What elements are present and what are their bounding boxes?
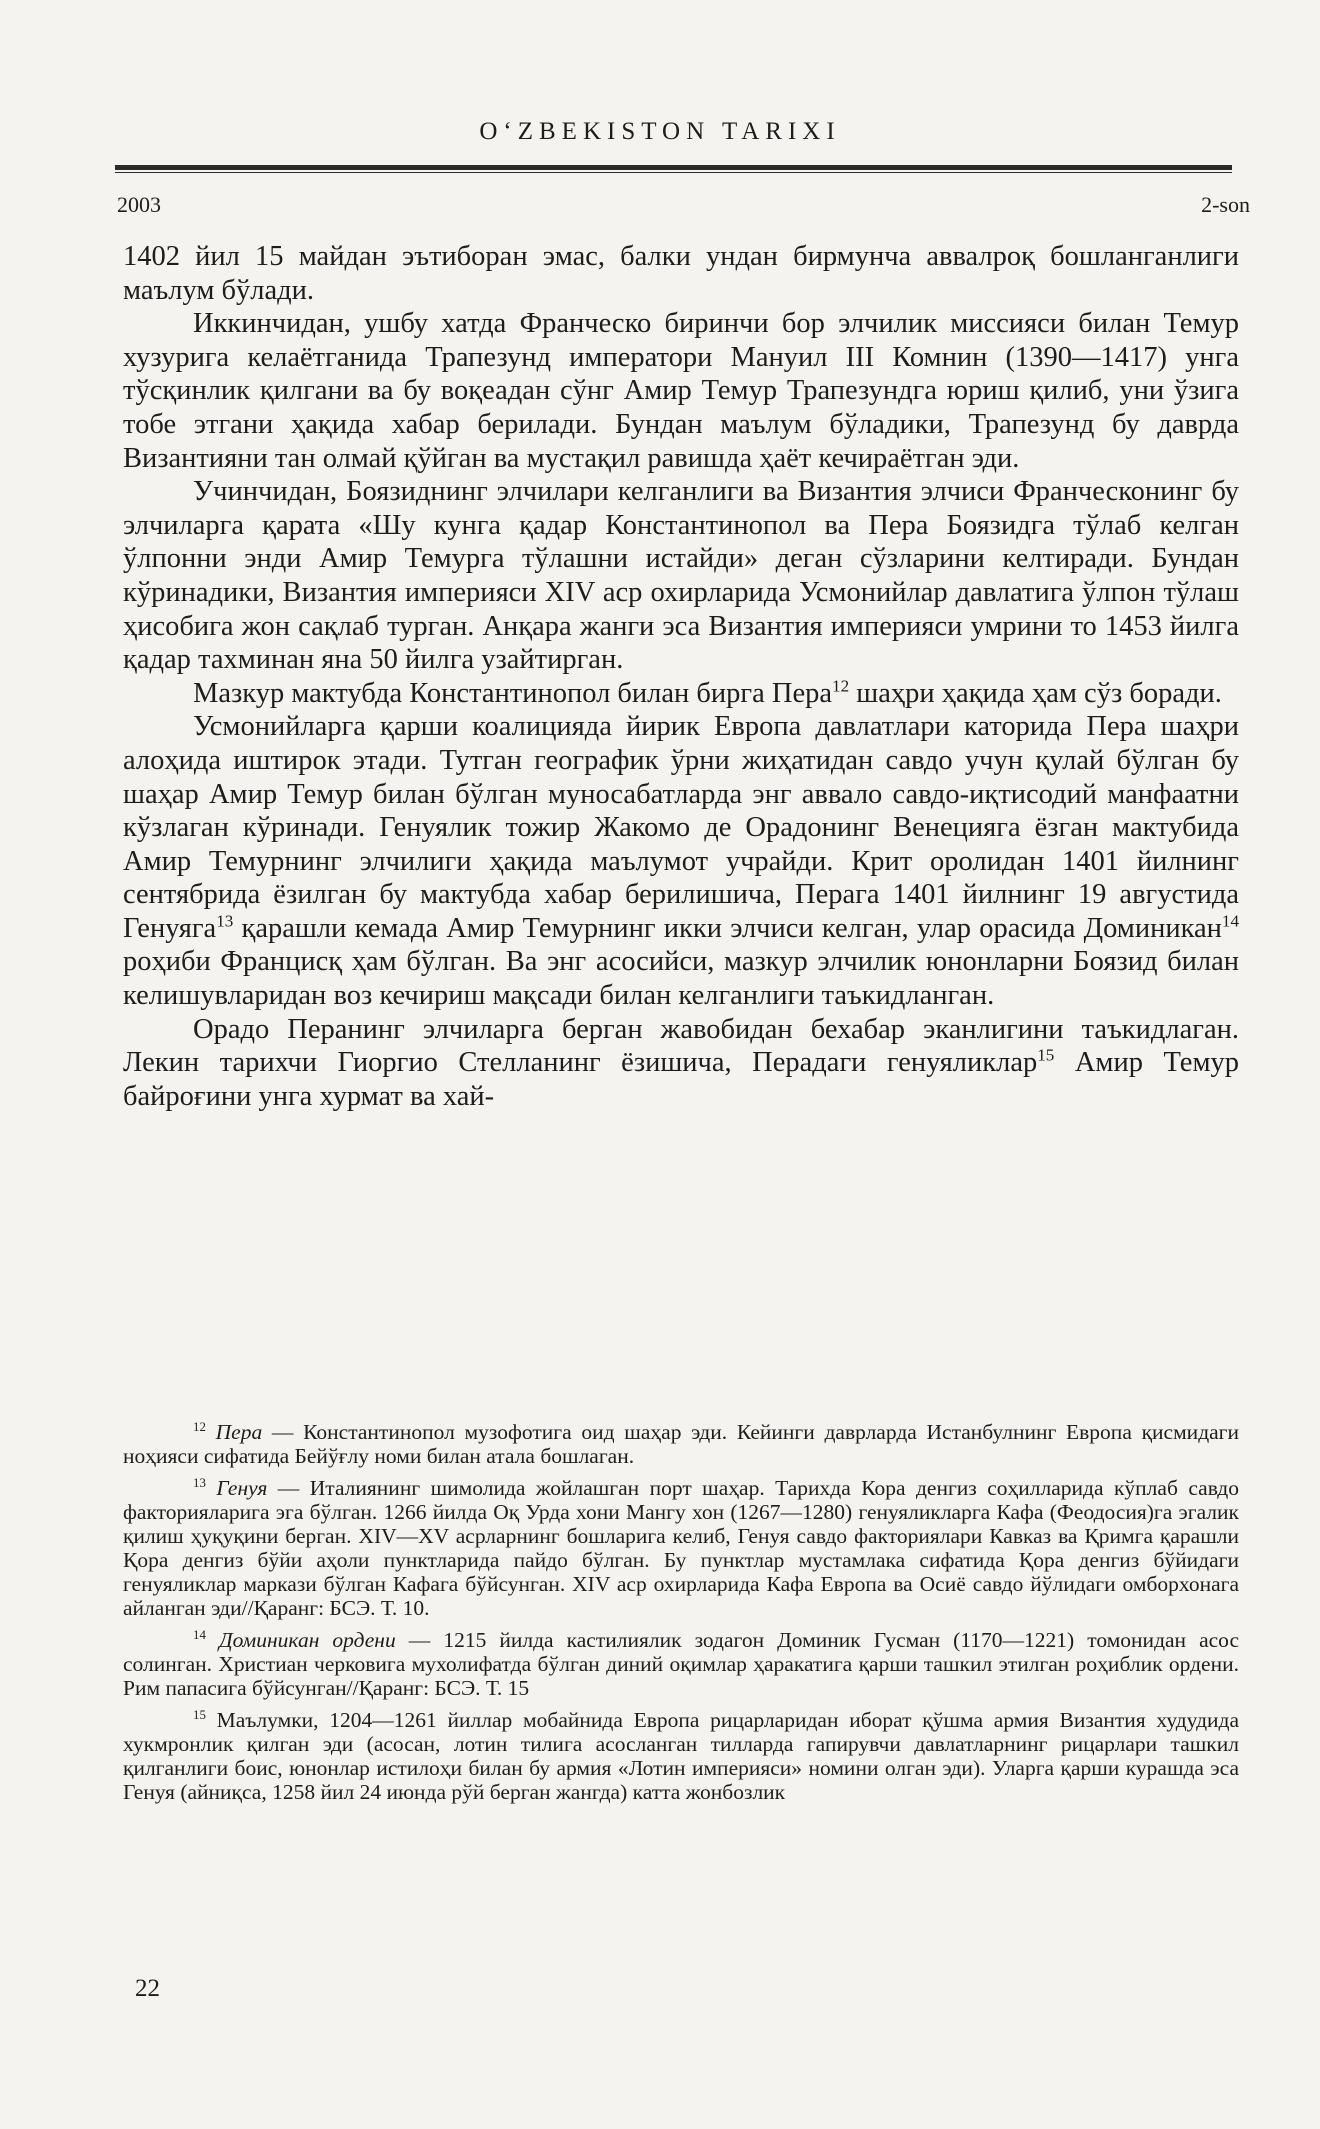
paragraph-4-text-a: Мазкур мактубда Константинопол билан бирга Пера [193,677,833,709]
journal-title: O‘ZBEKISTON TARIXI [479,118,841,145]
footnote-15 [123,1708,1239,1804]
footnote-number: 15 [193,1707,206,1722]
paragraph-6 [123,1013,1239,1114]
paragraph-4-text-b: шаҳри ҳақида ҳам сўз боради. [849,677,1222,709]
footnote-13 [123,1476,1239,1620]
issue-year: 2003 [117,192,161,217]
page-number: 22 [135,1975,160,2002]
footnote-ref-13: 13 [216,911,234,931]
footnote-number: 14 [193,1627,206,1642]
paragraph-5-text-a: Усмонийларга қарши коалицияда йирик Европа давлатлари каторида Пера шаҳри алоҳида иштирок этади. Тутган географик ўрни жиҳатидан савдо учун қулай бўлган бу шаҳар Амир Темур билан бўлган муносабатларда энг аввало савдо-иқтисодий манфаатни кўзлаган кўринади. Генуялик тожир Жакомо де Орадонинг Венецияга ёзган мактубида Амир Темурнинг элчилиги ҳақида маълумот учрайди. Крит оролидан 1401 йилнинг сентябрида ёзилган бу мактубда хабар берилишича, Перага 1401 йилнинг 19 августида Генуяга [123,711,1239,944]
footnote-ref-14: 14 [1221,911,1239,931]
footnote-number: 12 [193,1419,206,1434]
footnote-14 [123,1628,1239,1700]
paragraph-6-text-a: Орадо Перанинг элчиларга берган жавобидан бехабар эканлигини таъкидлаган. Лекин тарихчи Гиоргио Стелланинг ёзишича, Перадаги генуяликлар [123,1013,1239,1079]
footnote-text: — Константинопол музофотига оид шаҳар эди. Кейинги даврларда Истанбулнинг Европа қисмидаги ноҳияси сифатида Бейўғлу номи билан атала бошлаган. [123,1420,1239,1468]
footnote-term: Доминикан ордени [218,1628,396,1652]
header-rule-thin [115,172,1232,173]
footnotes [123,1420,1239,1812]
footnote-number: 13 [193,1475,206,1490]
paragraph-5 [123,710,1239,1012]
paragraph-5-text-b: қарашли кемада Амир Темурнинг икки элчиси келган, улар орасида Доминикан [233,912,1222,944]
footnote-text: — 1215 йилда кастилиялик зодагон Доминик Гусман (1170—1221) томонидан асос солинган. Христиан черковига мухолифатда бўлган диний оқимлар ҳаракатига қарши ташкил этилган роҳиблик ордени. Рим папасига бўйсунган//Қаранг: БСЭ. Т. 15 [123,1628,1240,1700]
footnote-ref-15: 15 [1037,1045,1055,1065]
footnote-ref-12: 12 [832,676,850,696]
paragraph-2: Иккинчидан, ушбу хатда Франческо биринчи бор элчилик миссияси билан Темур хузурига келаётганида Трапезунд императори Мануил III Комнин (1390—1417) унга тўсқинлик қилгани ва бу воқеадан сўнг Амир Темур Трапезундга юриш қилиб, уни ўзига тобе этгани ҳақида хабар берилади. Бундан маълум бўладики, Трапезунд бу даврда Византияни тан олмай қўйган ва мустақил равишда ҳаёт кечираётган эди. [123,308,1239,474]
paragraph-5-text-c: роҳиби Францисқ ҳам бўлган. Ва энг асосийси, мазкур элчилик юнонларни Боязид билан келишувларидан воз кечириш мақсади билан келганлиги таъкидланган. [123,946,1239,1012]
issue-number: 2-son [1201,192,1250,217]
paragraph-4 [123,677,1239,711]
footnote-text: Маълумки, 1204—1261 йиллар мобайнида Европа рицарларидан иборат қўшма армия Византия худудида хукмронлик қилган эди (асосан, лотин тилига асосланган тилларда гапирувчи давлатларнинг рицарлари ташкил қилганлиги боис, юнонлар истилоҳи билан бу армия «Лотин империяси» номини олган эди). Уларга қарши курашда эса Генуя (айниқса, 1258 йил 24 июнда рўй берган жангда) катта жонбозлик [123,1708,1239,1804]
article-body [123,240,1239,1113]
footnote-term: Генуя [216,1476,268,1500]
paragraph-6-text-b: Амир Темур байроғини унга хурмат ва хай- [123,1047,1239,1112]
footnote-text: — Италиянинг шимолида жойлашган порт шаҳар. Тарихда Кора денгиз соҳилларида кўплаб савдо факторияларига эга бўлган. 1266 йилда Оқ Урда хони Мангу хон (1267—1280) генуяликларга Кафа (Феодосия)га эгалик қилиш ҳуқуқини берган. XIV—XV асрларнинг бошларига келиб, Генуя савдо факториялари Кавказ ва Қримга қарашли Қора денгиз бўйи аҳоли пунктларида пайдо бўлган. Бу пунктлар мустамлака сифатида Қора денгиз бўйидаги генуяликлар маркази бўлган Кафага бўйсунган. XIV аср охирларида Кафа Европа ва Осиё савдо йўлидаги омборхонага айланган эди//Қаранг: БСЭ. Т. 10. [123,1476,1239,1620]
header-rule-thick [115,165,1232,170]
paragraph-3: Учинчидан, Боязиднинг элчилари келганлиги ва Византия элчиси Франческонинг бу элчиларга қарата «Шу кунга қадар Константинопол ва Пера Боязидга тўлаб келган ўлпонни энди Амир Темурга тўлашни истайди» деган сўзларини келтиради. Бундан кўринадики, Византия империяси XIV аср охирларида Усмонийлар давлатига ўлпон тўлаш ҳисобига жон сақлаб турган. Анқара жанги эса Византия империяси умрини то 1453 йилга қадар тахминан яна 50 йилга узайтирган. [123,476,1239,676]
footnote-12 [123,1420,1239,1468]
footnote-term: Пера [215,1420,263,1444]
paragraph-1: 1402 йил 15 майдан эътиборан эмас, балки ундан бирмунча аввалроқ бошланганлиги маълум бўлади. [123,241,1239,306]
